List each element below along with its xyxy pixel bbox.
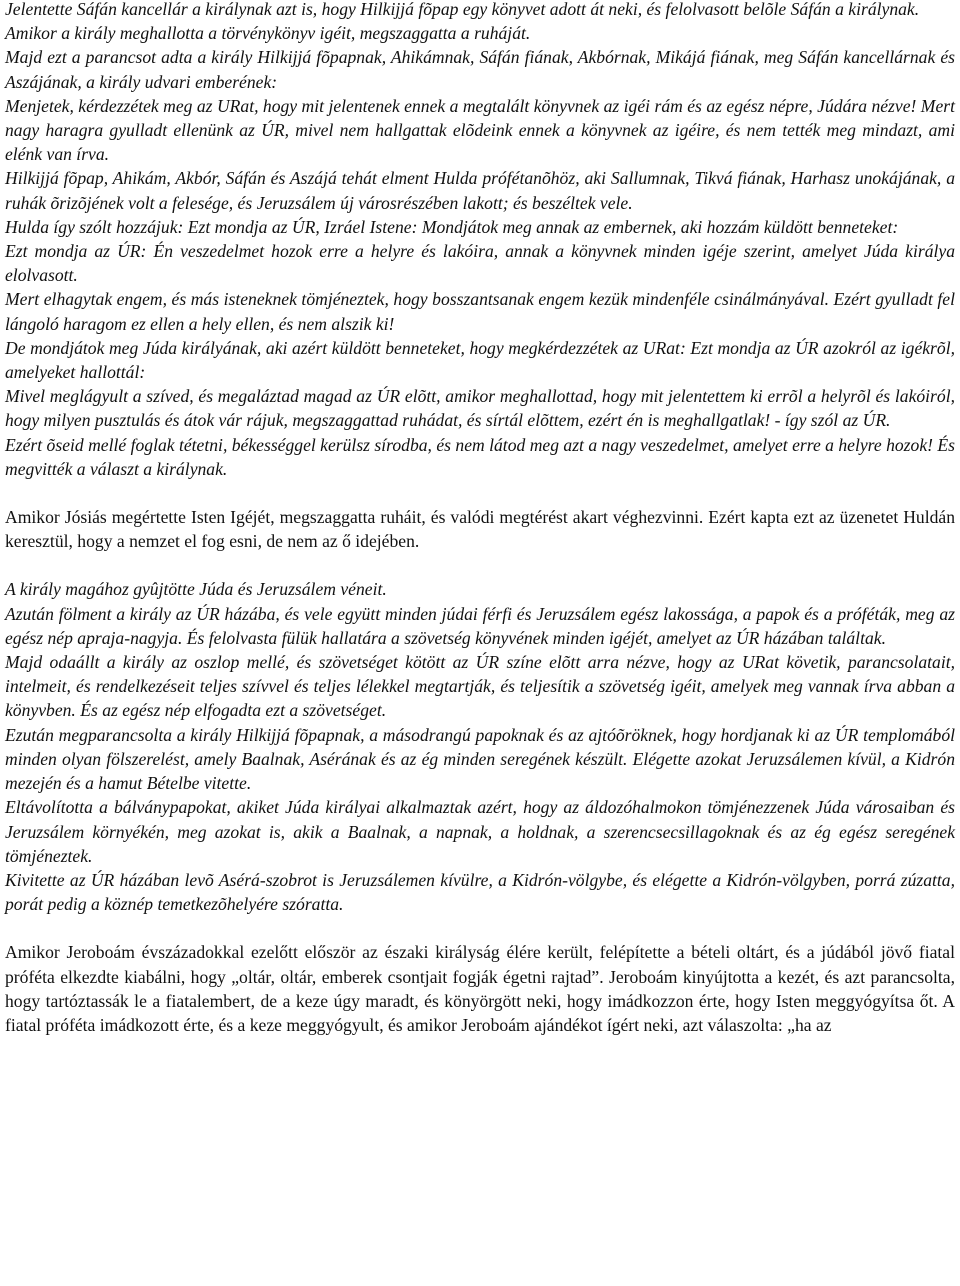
commentary-text: Amikor Jeroboám évszázadokkal ezelőtt először az északi királyság élére került, felépítette a bételi oltárt, és a júdából jövő fiatal próféta elkezdte kiabálni, hogy „oltár, oltár, emberek csontjait fogják égetni rajtad”. Jeroboám kinyújtotta a kezét, és azt parancsolta, hogy tartóztassák le a fiatalembert, de a keze úgy maradt, és könyörgött neki, hogy imádkozzon érte, hogy Isten meggyógyítsa őt. A fiatal próféta imádkozott érte, és a keze meggyógyult, és amikor Jeroboám ajándékot ígért neki, azt válaszolta: „ha az xyxy=(5,942,955,1035)
scripture-passage-1 xyxy=(5,0,955,481)
verse: De mondjátok meg Júda királyának, aki azért küldött benneteket, hogy megkérdezzétek az URat: Ezt mondja az ÚR azokról az igékrõl, amelyeket hallottál: xyxy=(5,337,955,383)
scripture-passage-2 xyxy=(5,577,955,916)
verse: Majd odaállt a király az oszlop mellé, és szövetséget kötött az ÚR színe elõtt arra nézve, hogy az URat követik, parancsolatait, intelmeit, és rendelkezéseit teljes szívvel és teljes lélekkel megtartják, és teljesítik a szövetség igéit, amelyek meg vannak írva abban a könyvben. És az egész nép elfogadta ezt a szövetséget. xyxy=(5,652,955,721)
verse: A király magához gyûjtötte Júda és Jeruzsálem véneit. xyxy=(5,579,387,600)
paragraph-gap xyxy=(5,916,955,940)
commentary-text: Amikor Jósiás megértette Isten Igéjét, megszaggatta ruháit, és valódi megtérést akart véghezvinni. Ezért kapta ezt az üzenetet Huldán keresztül, hogy a nemzet el fog esni, de nem az ő idejében. xyxy=(5,507,955,552)
verse: Hilkijjá fõpap, Ahikám, Akbór, Sáfán és Aszájá tehát elment Hulda prófétanõhöz, aki Sallumnak, Tikvá fiának, Harhasz unokájának, a ruhák õrizõjének volt a felesége, és Jeruzsálem új városrészében lakott; és beszéltek vele. xyxy=(5,168,955,213)
verse: Hulda így szólt hozzájuk: Ezt mondja az ÚR, Izráel Istene: Mondjátok meg annak az embernek, aki hozzám küldött benneteket: xyxy=(5,216,899,237)
verse: Jelentette Sáfán kancellár a királynak azt is, hogy Hilkijjá fõpap egy könyvet adott át neki, és felolvasott belõle Sáfán a királynak. xyxy=(5,0,920,19)
commentary-paragraph-1 xyxy=(5,505,955,553)
verse: Majd ezt a parancsot adta a király Hilkijjá fõpapnak, Ahikámnak, Sáfán fiának, Akbórnak, Mikájá fiának, meg Sáfán kancellárnak és Aszájának, a király udvari emberének: xyxy=(5,47,955,92)
paragraph-gap xyxy=(5,481,955,505)
paragraph-gap xyxy=(5,553,955,577)
verse: Eltávolította a bálványpapokat, akiket Júda királyai alkalmaztak azért, hogy az áldozóhalmokon tömjénezzenek Júda városaiban és Jeruzsálem környékén, meg azokat is, akik a Baalnak, a napnak, a holdnak, a szerencsecsillagoknak és az ég egész seregének tömjéneztek. xyxy=(5,797,955,866)
commentary-paragraph-2 xyxy=(5,940,955,1037)
verse: Ezt mondja az ÚR: Én veszedelmet hozok erre a helyre és lakóira, annak a könyvnek minden igéje szerint, amelyet Júda királya elolvasott. xyxy=(5,241,955,286)
verse: Ezért õseid mellé foglak tétetni, békességgel kerülsz sírodba, és nem látod meg azt a nagy veszedelmet, amelyet erre a helyre hozok! És megvitték a választ a királynak. xyxy=(5,434,955,479)
verse: Mivel meglágyult a szíved, és megaláztad magad az ÚR elõtt, amikor meghallottad, hogy mit jelentettem ki errõl a helyrõl és lakóiról, hogy milyen pusztulás és átok vár rájuk, megszaggattad ruhádat, és sírtál elõttem, ezért én is meghallgatlak! - így szól az ÚR. xyxy=(5,386,955,431)
verse: Ezután megparancsolta a király Hilkijjá fõpapnak, a másodrangú papoknak és az ajtóõröknek, hogy hordjanak ki az ÚR templomából minden olyan fölszerelést, amely Baalnak, Asérának és az ég minden seregének készült. Elégette azokat Jeruzsálemen kívül, a Kidrón mezején és a hamut Bételbe vitette. xyxy=(5,724,955,794)
verse: Amikor a király meghallotta a törvénykönyv igéit, megszaggatta a ruháját. xyxy=(5,23,531,44)
verse: Azután fölment a király az ÚR házába, és vele együtt minden júdai férfi és Jeruzsálem egész lakossága, a papok és a próféták, meg az egész nép apraja-nagyja. És felolvasta fülük hallatára a szövetség könyvének minden igéjét, amelyet az ÚR házában találtak. xyxy=(5,603,955,648)
verse: Mert elhagytak engem, és más isteneknek tömjéneztek, hogy bosszantsanak engem kezük mindenféle csinálmányával. Ezért gyulladt fel lángoló haragom ez ellen a hely ellen, és nem alszik ki! xyxy=(5,289,955,334)
verse: Menjetek, kérdezzétek meg az URat, hogy mit jelentenek ennek a megtalált könyvnek az igéi rám és az egész népre, Júdára nézve! Mert nagy haragra gyulladt ellenünk az ÚR, mivel nem hallgattak elõdeink ennek a könyvnek az igéire, és nem tették meg mindazt, ami elénk van írva. xyxy=(5,95,955,165)
verse: Kivitette az ÚR házában levõ Asérá-szobrot is Jeruzsálemen kívülre, a Kidrón-völgybe, és elégette a Kidrón-völgyben, porrá zúzatta, porát pedig a köznép temetkezõhelyére szóratta. xyxy=(5,869,955,915)
